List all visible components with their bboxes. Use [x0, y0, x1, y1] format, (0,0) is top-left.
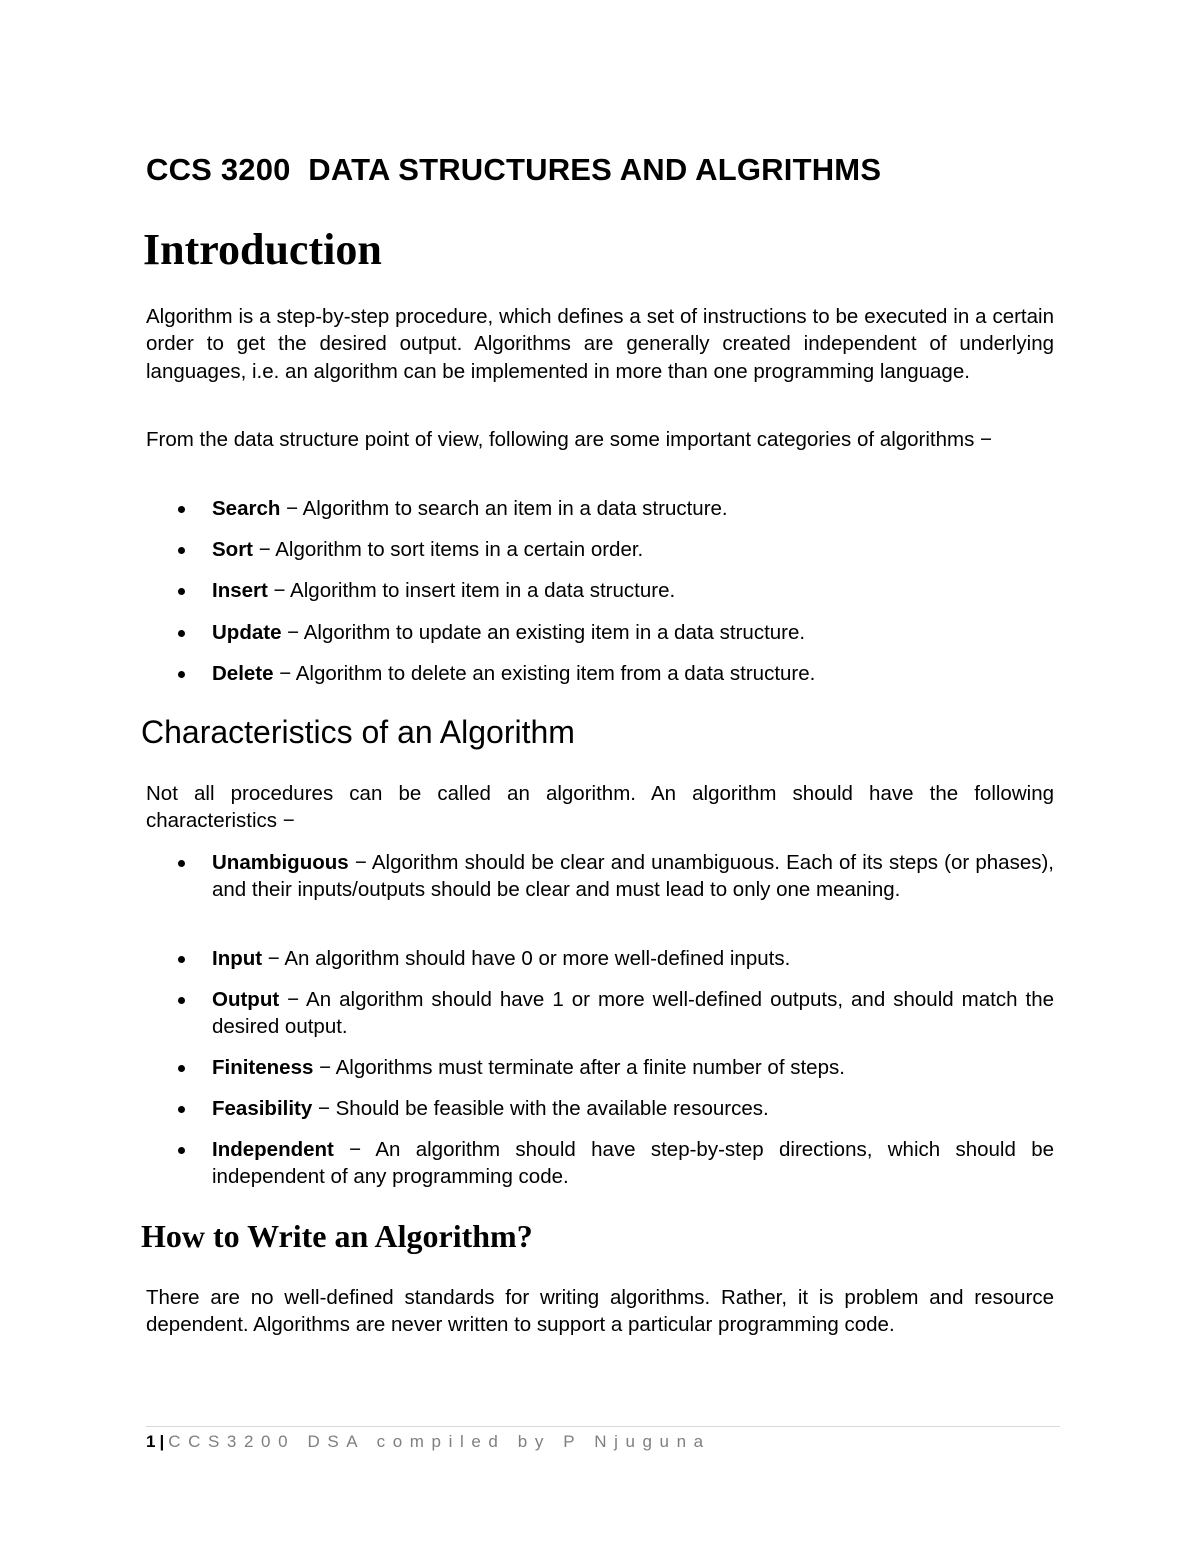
characteristics-heading: Characteristics of an Algorithm [141, 714, 575, 750]
characteristics-paragraph: Not all procedures can be called an algorithm. An algorithm should have the following characteristics − [146, 782, 1054, 833]
list-item-text [212, 577, 1054, 604]
bullet-icon [178, 1065, 185, 1072]
category-term: Insert [212, 579, 268, 602]
characteristic-description: − An algorithm should have 0 or more well-defined inputs. [262, 947, 791, 970]
introduction-heading: Introduction [143, 225, 382, 274]
characteristic-description: − Should be feasible with the available resources. [312, 1097, 769, 1120]
how-to-paragraph: There are no well-defined standards for writing algorithms. Rather, it is problem and resource dependent. Algorithms are never written to support a particular programming code. [146, 1286, 1054, 1337]
bullet-icon [178, 1147, 185, 1154]
list-item-text [212, 945, 1054, 972]
category-term: Delete [212, 662, 274, 685]
bullet-icon [178, 997, 185, 1004]
category-description: − Algorithm to insert item in a data structure. [267, 579, 676, 602]
bullet-icon [178, 506, 185, 513]
bullet-icon [178, 547, 185, 554]
characteristic-term: Feasibility [212, 1097, 313, 1120]
list-item-text [212, 986, 1054, 1041]
characteristic-description: − An algorithm should have 1 or more well-defined outputs, and should match the desired output. [212, 988, 1054, 1039]
list-item-text [212, 619, 1054, 646]
page-footer [146, 1432, 711, 1452]
characteristic-term: Output [212, 988, 280, 1011]
how-to-heading: How to Write an Algorithm? [141, 1218, 533, 1254]
category-description: − Algorithm to delete an existing item from a data structure. [273, 662, 816, 685]
course-title: CCS 3200 DATA STRUCTURES AND ALGRITHMS [146, 152, 882, 187]
list-item-text [212, 660, 1054, 687]
list-item-text [212, 536, 1054, 563]
list-item-text [212, 1136, 1054, 1191]
intro-paragraph-1: Algorithm is a step-by-step procedure, which defines a set of instructions to be executed in a certain order to get the desired output. Algorithms are generally created independent of underlying languages, i.e. an algorithm can be implemented in more than one programming language. [146, 305, 1054, 383]
list-item-text [212, 1054, 1054, 1081]
footer-running-text: CCS3200 DSA compiled by P Njuguna [168, 1432, 711, 1451]
bullet-icon [178, 588, 185, 595]
category-description: − Algorithm to sort items in a certain order. [253, 538, 644, 561]
category-term: Search [212, 497, 281, 520]
intro-paragraph-2: From the data structure point of view, following are some important categories of algorithms − [146, 428, 993, 451]
characteristic-term: Independent [212, 1138, 334, 1161]
category-term: Sort [212, 538, 253, 561]
characteristic-term: Unambiguous [212, 851, 349, 874]
characteristic-description: − Algorithms must terminate after a finite number of steps. [313, 1056, 845, 1079]
footer-divider [146, 1426, 1060, 1427]
list-item-text [212, 495, 1054, 522]
characteristic-term: Input [212, 947, 263, 970]
list-item-text [212, 849, 1054, 904]
bullet-icon [178, 630, 185, 637]
footer-separator: | [159, 1432, 165, 1451]
characteristic-term: Finiteness [212, 1056, 314, 1079]
page-number: 1 [146, 1432, 156, 1451]
bullet-icon [178, 1106, 185, 1113]
characteristic-description: − An algorithm should have step-by-step directions, which should be independent of any programming code. [212, 1138, 1054, 1189]
bullet-icon [178, 671, 185, 678]
characteristic-description: − Algorithm should be clear and unambiguous. Each of its steps (or phases), and their inputs/outputs should be clear and must lead to only one meaning. [212, 851, 1054, 902]
category-description: − Algorithm to update an existing item in a data structure. [281, 621, 806, 644]
category-description: − Algorithm to search an item in a data structure. [280, 497, 728, 520]
bullet-icon [178, 956, 185, 963]
category-term: Update [212, 621, 282, 644]
list-item-text [212, 1095, 1054, 1122]
bullet-icon [178, 860, 185, 867]
